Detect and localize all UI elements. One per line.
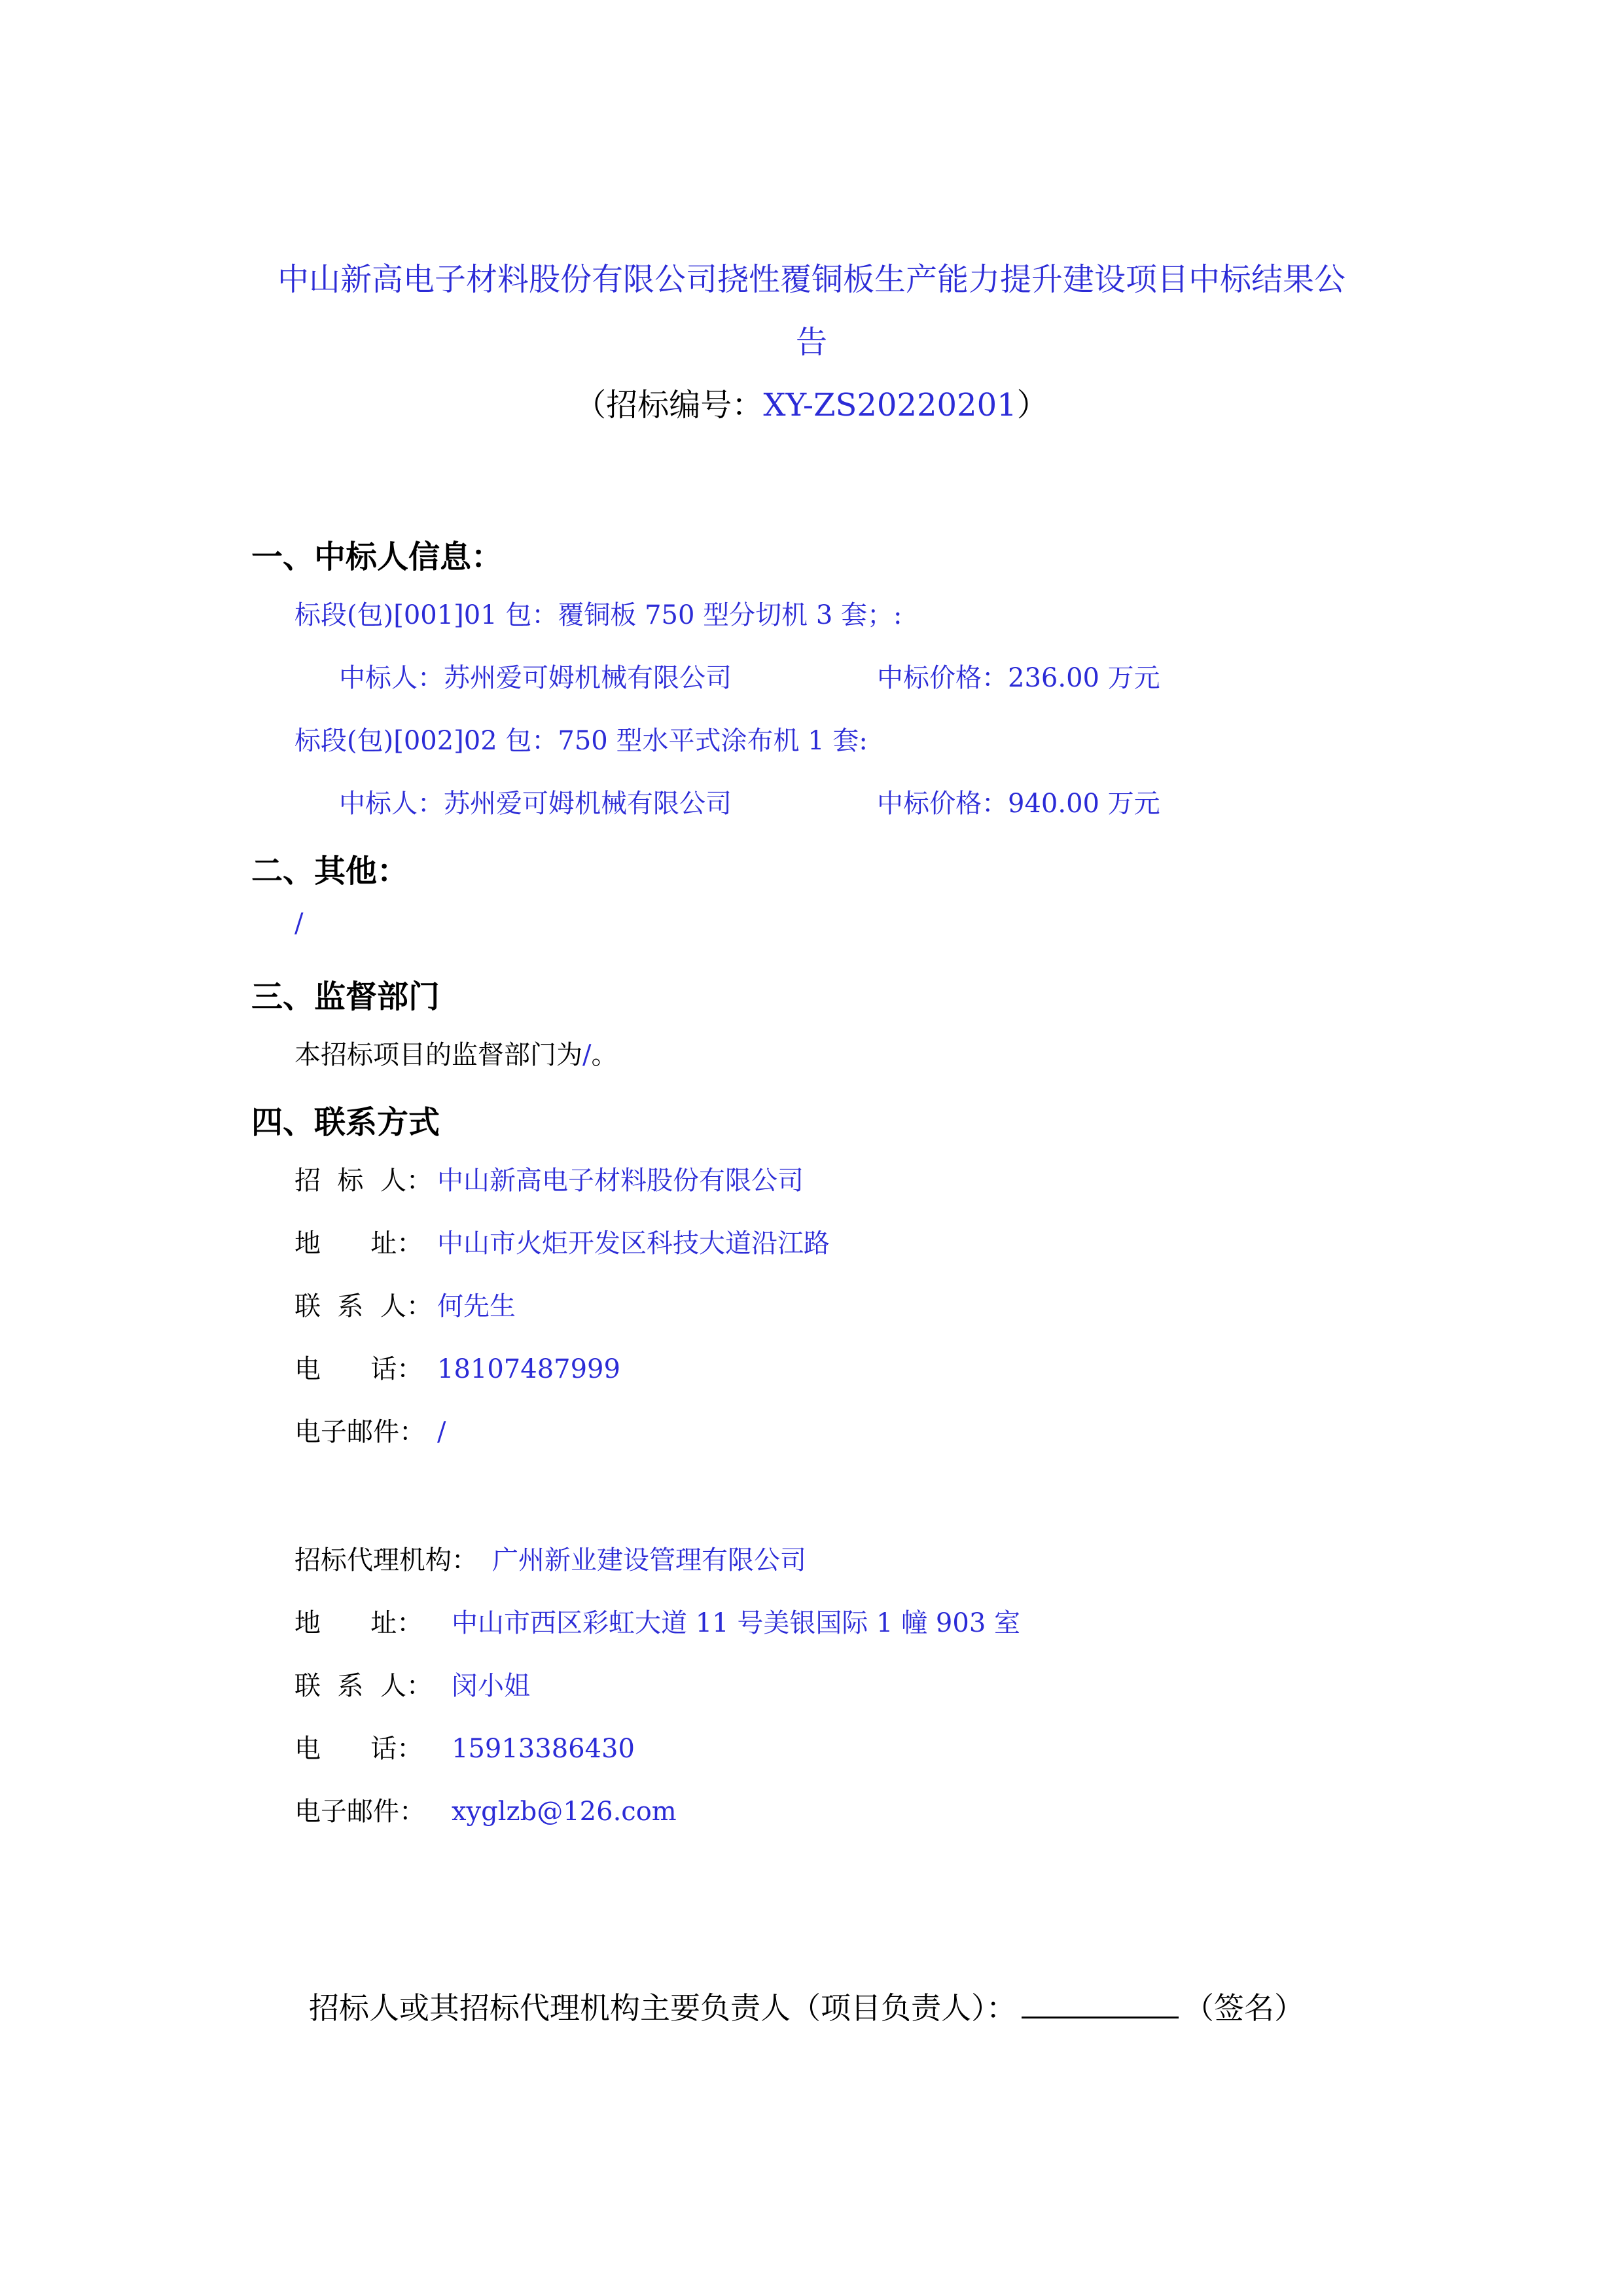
agency-email-row xyxy=(294,1791,677,1828)
tenderer-phone-value: 18107487999 xyxy=(437,1354,620,1384)
tender-code-suffix: ） xyxy=(1016,387,1048,423)
signature-suffix: （签名） xyxy=(1184,1990,1304,2026)
page-title-line1: 中山新高电子材料股份有限公司挠性覆铜板生产能力提升建设项目中标结果公 xyxy=(277,261,1346,298)
tenderer-address-label: 地 址： xyxy=(294,1229,423,1259)
signature-blank[interactable] xyxy=(1022,1993,1179,2018)
lot2-price-value: 940.00 万元 xyxy=(1008,789,1160,819)
signature-text: 招标人或其招标代理机构主要负责人（项目负责人）： xyxy=(309,1990,1016,2026)
lot2-winner xyxy=(339,783,732,820)
lot2-winner-label: 中标人： xyxy=(339,789,444,819)
tender-code-prefix: （招标编号： xyxy=(575,387,764,423)
lot1-price-value: 236.00 万元 xyxy=(1008,663,1160,693)
section2-heading: 二、其他： xyxy=(251,853,409,889)
lot1-winner xyxy=(339,657,732,694)
section3-heading: 三、监督部门 xyxy=(251,978,440,1015)
tender-code-value: XY-ZS20220201 xyxy=(763,387,1017,423)
tenderer-name-label: 招 标 人： xyxy=(294,1166,433,1196)
section2-content: / xyxy=(294,908,304,939)
lot1-price-label: 中标价格： xyxy=(877,663,1008,693)
tenderer-email-label: 电子邮件： xyxy=(294,1417,425,1447)
section4-heading: 四、联系方式 xyxy=(251,1104,440,1141)
lot1-title: 标段(包)[001]01 包：覆铜板 750 型分切机 3 套；: xyxy=(294,600,902,630)
tenderer-contact-row xyxy=(294,1285,516,1323)
page-title-line2: 告 xyxy=(795,324,827,361)
tenderer-contact-label: 联 系 人： xyxy=(294,1291,433,1321)
agency-address-label: 地 址： xyxy=(294,1608,423,1638)
supervision-line xyxy=(294,1034,617,1071)
agency-address-value: 中山市西区彩虹大道 11 号美银国际 1 幢 903 室 xyxy=(452,1608,1020,1638)
tenderer-phone-row xyxy=(294,1348,620,1386)
tenderer-name-value: 中山新高电子材料股份有限公司 xyxy=(437,1166,804,1196)
lot1-price xyxy=(877,657,1160,694)
lot2-title: 标段(包)[002]02 包：750 型水平式涂布机 1 套: xyxy=(294,726,868,756)
lot2-price-label: 中标价格： xyxy=(877,789,1008,819)
agency-email-value: xyglzb@126.com xyxy=(452,1797,677,1827)
tenderer-email-value: / xyxy=(437,1417,446,1447)
lot2-price xyxy=(877,783,1160,820)
section1-heading: 一、中标人信息： xyxy=(251,539,503,575)
agency-name-value: 广州新业建设管理有限公司 xyxy=(492,1545,806,1575)
agency-email-label: 电子邮件： xyxy=(294,1797,425,1827)
tenderer-address-value: 中山市火炬开发区科技大道沿江路 xyxy=(437,1229,830,1259)
supervision-suffix: 。 xyxy=(591,1040,618,1070)
tenderer-address-row xyxy=(294,1223,830,1260)
agency-address-row xyxy=(294,1602,1020,1640)
lot1-winner-value: 苏州爱可姆机械有限公司 xyxy=(444,663,732,693)
tenderer-name-row xyxy=(294,1160,804,1197)
lot2-winner-value: 苏州爱可姆机械有限公司 xyxy=(444,789,732,819)
agency-contact-row xyxy=(294,1665,530,1702)
agency-phone-label: 电 话： xyxy=(294,1734,423,1764)
lot1-winner-label: 中标人： xyxy=(339,663,444,693)
agency-phone-value: 15913386430 xyxy=(452,1734,635,1764)
agency-phone-row xyxy=(294,1728,635,1765)
tender-code xyxy=(0,380,1623,425)
supervision-prefix: 本招标项目的监督部门为 xyxy=(294,1040,582,1070)
tenderer-phone-label: 电 话： xyxy=(294,1354,423,1384)
tenderer-contact-value: 何先生 xyxy=(437,1291,516,1321)
agency-contact-label: 联 系 人： xyxy=(294,1671,433,1701)
signature-line xyxy=(309,1984,1304,2028)
agency-name-label: 招标代理机构： xyxy=(294,1545,478,1575)
agency-name-row xyxy=(294,1539,806,1577)
agency-contact-value: 闵小姐 xyxy=(452,1671,530,1701)
supervision-value: / xyxy=(582,1040,592,1070)
tenderer-email-row xyxy=(294,1411,446,1448)
